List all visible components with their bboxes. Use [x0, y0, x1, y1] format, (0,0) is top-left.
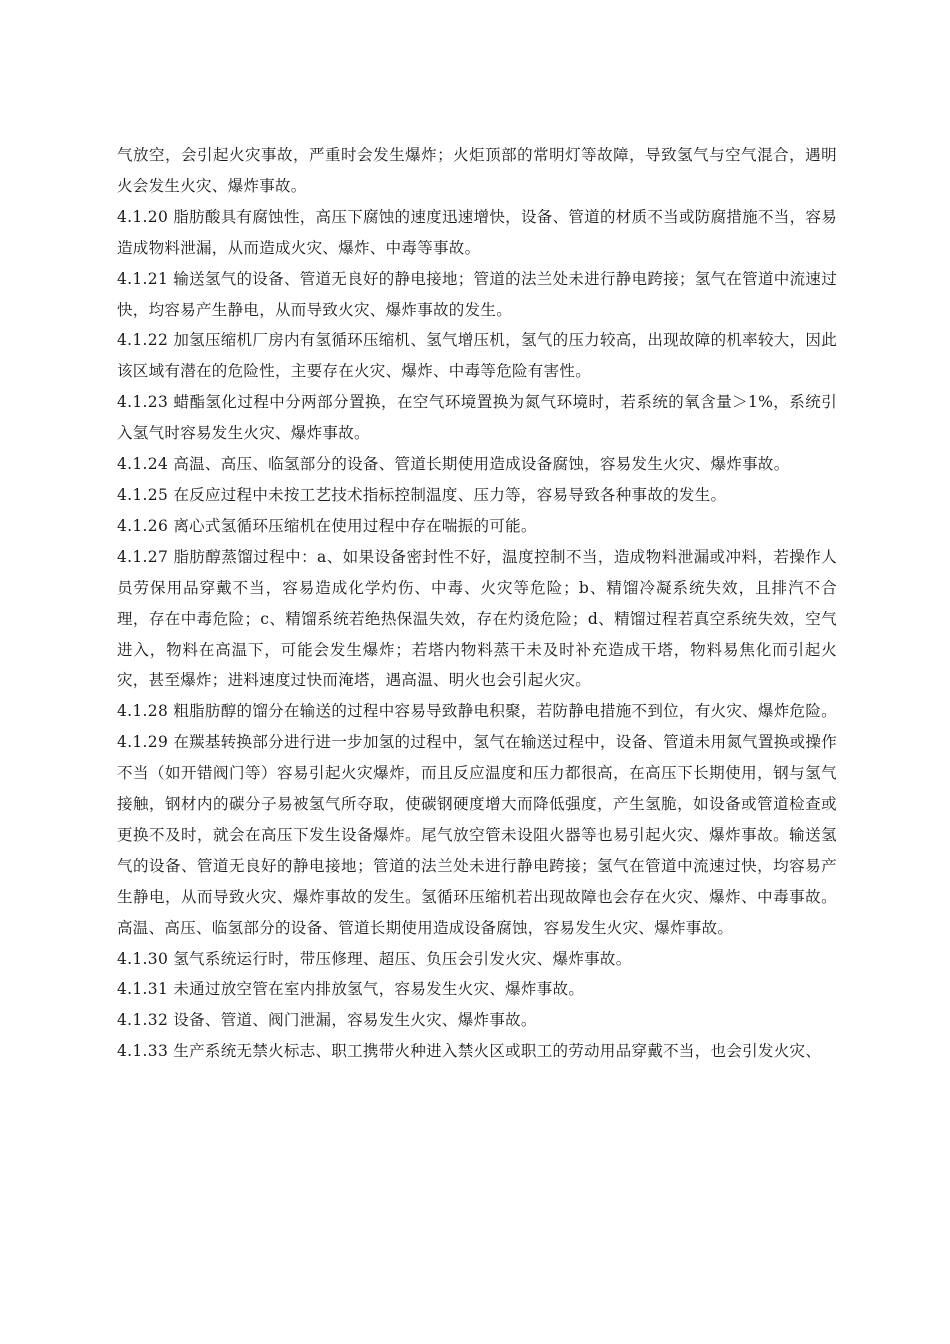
paragraph-4-1-25: 4.1.25 在反应过程中未按工艺技术指标控制温度、压力等，容易导致各种事故的发生。: [117, 485, 727, 504]
paragraph-4-1-22: 4.1.22 加氢压缩机厂房内有氢循环压缩机、氢气增压机，氢气的压力较高，出现故障的机率较大，因此该区域有潜在的危险性，主要存在火灾、爆炸、中毒等危险有害性。: [117, 331, 837, 381]
paragraph-4-1-33: 4.1.33 生产系统无禁火标志、职工携带火种进入禁火区或职工的劳动用品穿戴不当，也会引发火灾、: [117, 1042, 822, 1061]
paragraph-4-1-24: 4.1.24 高温、高压、临氢部分的设备、管道长期使用造成设备腐蚀，容易发生火灾、爆炸事故。: [117, 455, 790, 474]
paragraph-4-1-31: 4.1.31 未通过放空管在室内排放氢气，容易发生火灾、爆炸事故。: [117, 980, 585, 999]
paragraph-4-1-29: 4.1.29 在羰基转换部分进行进一步加氢的过程中，氢气在输送过程中，设备、管道未用氮气置换或操作不当（如开错阀门等）容易引起火灾爆炸，而且反应温度和压力都很高，在高压下长期使用，钢与氢气接触，钢材内的碳分子易被氢气所夺取，使碳钢硬度增大而降低强度，产生氢脆，如设备或管道检查或更换不及时，就会在高压下发生设备爆炸。尾气放空管未设阻火器等也易引起火灾、爆炸事故。输送氢气的设备、管道无良好的静电接地；管道的法兰处未进行静电跨接；氢气在管道中流速过快，均容易产生静电，从而导致火灾、爆炸事故的发生。氢循环压缩机若出现故障也会存在火灾、爆炸、中毒事故。高温、高压、临氢部分的设备、管道长期使用造成设备腐蚀，容易发生火灾、爆炸事故。: [117, 733, 837, 937]
paragraph-4-1-23: 4.1.23 蜡酯氢化过程中分两部分置换，在空气环境置换为氮气环境时，若系统的氧含量＞1%，系统引入氢气时容易发生火灾、爆炸事故。: [117, 393, 837, 443]
paragraph-4-1-21: 4.1.21 输送氢气的设备、管道无良好的静电接地；管道的法兰处未进行静电跨接；氢气在管道中流速过快，均容易产生静电，从而导致火灾、爆炸事故的发生。: [117, 269, 837, 319]
paragraph-continuation: 气放空，会引起火灾事故，严重时会发生爆炸；火炬顶部的常明灯等故障，导致氢气与空气混合，遇明火会发生火灾、爆炸事故。: [117, 146, 837, 195]
paragraph-4-1-26: 4.1.26 离心式氢循环压缩机在使用过程中存在喘振的可能。: [117, 516, 537, 535]
paragraph-4-1-27: 4.1.27 脂肪醇蒸馏过程中：a、如果设备密封性不好，温度控制不当，造成物料泄漏或冲料，若操作人员劳保用品穿戴不当，容易造成化学灼伤、中毒、火灾等危险；b、精馏冷凝系统失效，且排汽不合理，存在中毒危险；c、精馏系统若绝热保温失效，存在灼烫危险；d、精馏过程若真空系统失效，空气进入，物料在高温下，可能会发生爆炸；若塔内物料蒸干未及时补充造成干塔，物料易焦化而引起火灾，甚至爆炸；进料速度过快而淹塔，遇高温、明火也会引起火灾。: [117, 547, 837, 690]
paragraph-4-1-28: 4.1.28 粗脂肪醇的馏分在输送的过程中容易导致静电积聚，若防静电措施不到位，有火灾、爆炸危险。: [117, 702, 837, 721]
paragraph-4-1-32: 4.1.32 设备、管道、阀门泄漏，容易发生火灾、爆炸事故。: [117, 1011, 537, 1030]
paragraph-4-1-30: 4.1.30 氢气系统运行时，带压修理、超压、负压会引发火灾、爆炸事故。: [117, 949, 632, 968]
paragraph-4-1-20: 4.1.20 脂肪酸具有腐蚀性，高压下腐蚀的速度迅速增快，设备、管道的材质不当或防腐措施不当，容易造成物料泄漏，从而造成火灾、爆炸、中毒等事故。: [117, 207, 837, 257]
document-body: [117, 140, 837, 1067]
